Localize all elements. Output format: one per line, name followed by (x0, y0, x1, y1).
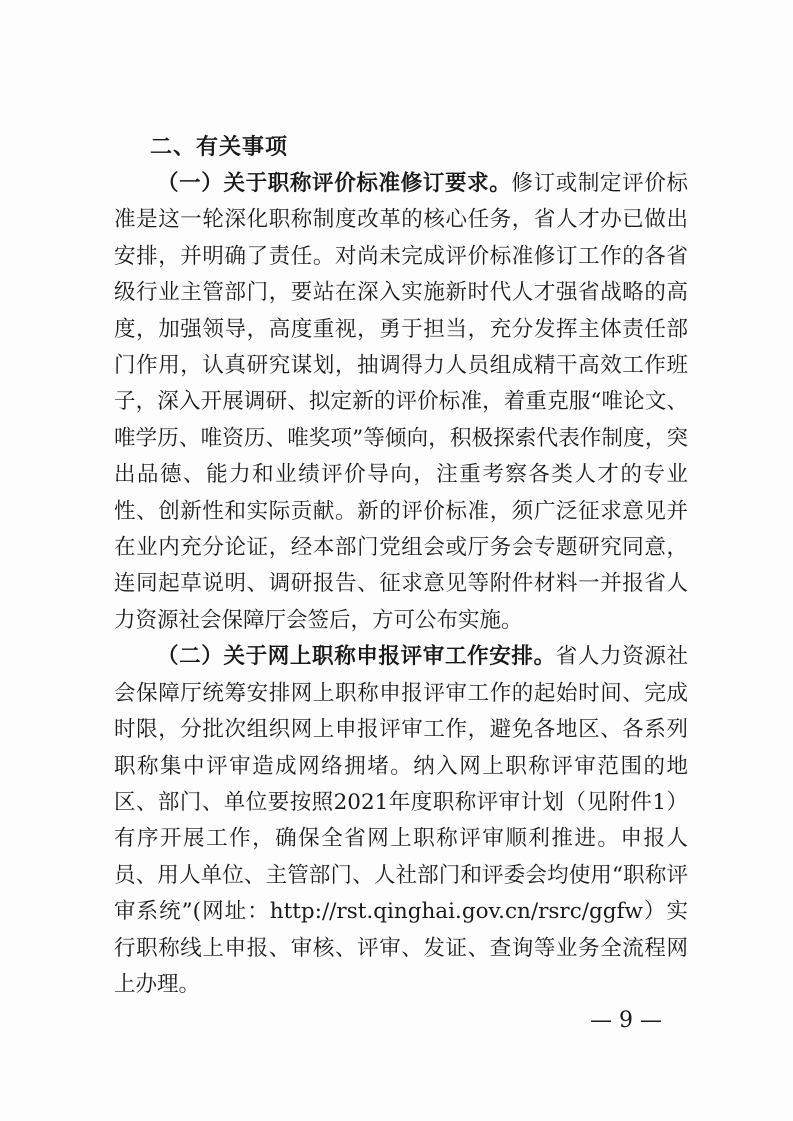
paragraph-online-review (114, 639, 688, 1003)
page-number: — 9 — (590, 1008, 662, 1033)
paragraph-text: 省人力资源社会保障厅统筹安排网上职称申报评审工作的起始时间、完成时限，分批次组织网上申报评审工作，避免各地区、各系列职称集中评审造成网络拥堵。纳入网上职称评审范围的地区、部门、单位要按照2021年度职称评审计划（见附件1）有序开展工作，确保全省网上职称评审顺利推进。申报人员、用人单位、主管部门、人社部门和评委会均使用“职称评审系统”(网址：http://rst.qinghai.gov.cn/rsrc/ggfw）实行职称线上申报、审核、评审、发证、查询等业务全流程网上办理。 (114, 644, 688, 997)
paragraph-lead: （二）关于网上职称申报评审工作安排。 (157, 644, 556, 670)
document-body (114, 130, 688, 1003)
section-heading: 二、有关事项 (150, 135, 289, 160)
paragraph-text: 修订或制定评价标准是这一轮深化职称制度改革的核心任务，省人才办已做出安排，并明确了责任。对尚未完成评价标准修订工作的各省级行业主管部门，要站在深入实施新时代人才强省战略的高度，加强领导，高度重视，勇于担当，充分发挥主体责任部门作用，认真研究谋划，抽调得力人员组成精干高效工作班子，深入开展调研、拟定新的评价标准，着重克服“唯论文、唯学历、唯资历、唯奖项”等倾向，积极探索代表作制度，突出品德、能力和业绩评价导向，注重考察各类人才的专业性、创新性和实际贡献。新的评价标准，须广泛征求意见并在业内充分论证，经本部门党组会或厅务会专题研究同意，连同起草说明、调研报告、征求意见等附件材料一并报省人力资源社会保障厅会签后，方可公布实施。 (114, 171, 688, 633)
paragraph-evaluation-standards (114, 166, 688, 639)
paragraph-lead: （一）关于职称评价标准修订要求。 (157, 171, 512, 196)
